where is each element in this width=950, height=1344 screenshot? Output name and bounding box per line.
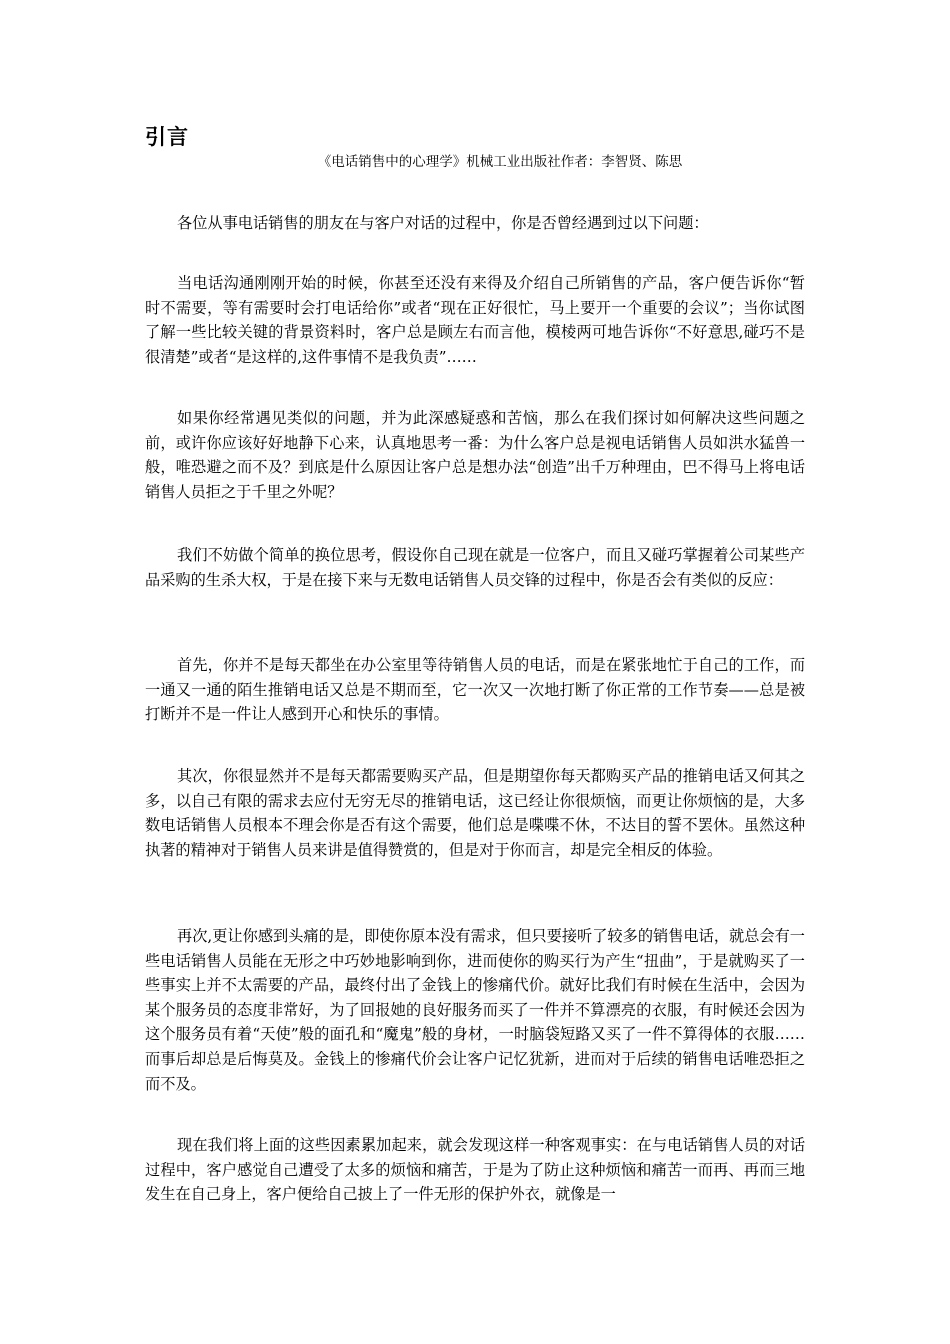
body-paragraph: 当电话沟通刚刚开始的时候，你甚至还没有来得及介绍自己所销售的产品，客户便告诉你“暂时不需要，等有需要时会打电话给你”或者“现在正好很忙，马上要开一个重要的会议”；当你试图了解一些比较关键的背景资料时，客户总是顾左右而言他，模棱两可地告诉你“不好意思,碰巧不是很清楚”或者“是这样的,这件事情不是我负责”…… <box>145 274 805 366</box>
page-title: 引言 <box>145 125 189 149</box>
body-paragraph: 现在我们将上面的这些因素累加起来，就会发现这样一种客观事实：在与电话销售人员的对话过程中，客户感觉自己遭受了太多的烦恼和痛苦，于是为了防止这种烦恼和痛苦一而再、再而三地发生在自己身上，客户便给自己披上了一件无形的保护外衣，就像是一 <box>145 1136 805 1204</box>
body-paragraph: 如果你经常遇见类似的问题，并为此深感疑惑和苦恼，那么在我们探讨如何解决这些问题之前，或许你应该好好地静下心来，认真地思考一番：为什么客户总是视电话销售人员如洪水猛兽一般，唯恐避之而不及？到底是什么原因让客户总是想办法“创造”出千万种理由，巴不得马上将电话销售人员拒之于千里之外呢？ <box>145 409 805 501</box>
book-source-subtitle: 《电话销售中的心理学》机械工业出版社作者：李智贤、陈思 <box>317 154 683 170</box>
body-paragraph: 各位从事电话销售的朋友在与客户对话的过程中，你是否曾经遇到过以下问题： <box>177 214 709 232</box>
body-paragraph: 我们不妨做个简单的换位思考，假设你自己现在就是一位客户，而且又碰巧掌握着公司某些产品采购的生杀大权，于是在接下来与无数电话销售人员交锋的过程中，你是否会有类似的反应： <box>145 546 805 589</box>
body-paragraph: 再次,更让你感到头痛的是，即使你原本没有需求，但只要接听了较多的销售电话，就总会有一些电话销售人员能在无形之中巧妙地影响到你，进而使你的购买行为产生“扭曲”，于是就购买了一些事实上并不太需要的产品，最终付出了金钱上的惨痛代价。就好比我们有时候在生活中，会因为某个服务员的态度非常好，为了回报她的良好服务而买了一件并不算漂亮的衣服，有时候还会因为这个服务员有着“天使”般的面孔和“魔鬼”般的身材，一时脑袋短路又买了一件不算得体的衣服……而事后却总是后悔莫及。金钱上的惨痛代价会让客户记忆犹新，进而对于后续的销售电话唯恐拒之而不及。 <box>145 927 805 1093</box>
body-paragraph: 首先，你并不是每天都坐在办公室里等待销售人员的电话，而是在紧张地忙于自己的工作，而一通又一通的陌生推销电话又总是不期而至，它一次又一次地打断了你正常的工作节奏——总是被打断并不是一件让人感到开心和快乐的事情。 <box>145 656 805 724</box>
body-paragraph: 其次，你很显然并不是每天都需要购买产品，但是期望你每天都购买产品的推销电话又何其之多，以自己有限的需求去应付无穷无尽的推销电话，这已经让你很烦恼，而更让你烦恼的是，大多数电话销售人员根本不理会你是否有这个需要，他们总是喋喋不休，不达目的誓不罢休。虽然这种执著的精神对于销售人员来讲是值得赞赏的，但是对于你而言，却是完全相反的体验。 <box>145 767 805 859</box>
